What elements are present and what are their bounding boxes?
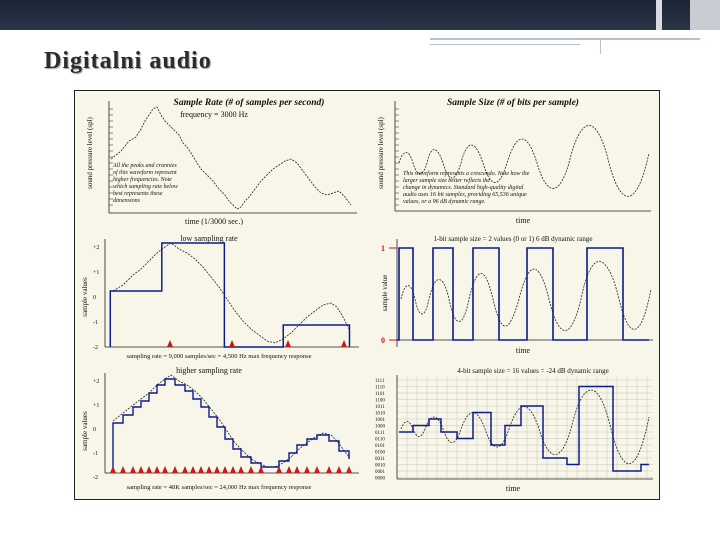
sample-point-marker (341, 340, 347, 347)
sample-point-marker (172, 466, 178, 473)
four-bit-title: 4-bit sample size = 16 values = -24 dB dynamic range (457, 367, 609, 375)
sample-rate-note-line: dimensions (113, 198, 140, 204)
sample-rate-x-label: time (1/3000 sec.) (185, 217, 243, 225)
sample-rate-y-label: sound pressure level (spl) (86, 117, 94, 189)
four-bit-sample-steps (399, 387, 649, 472)
one-bit-x-label: time (515, 346, 531, 355)
high-rate-y-tick: -2 (93, 475, 98, 481)
sample-point-marker (248, 466, 254, 473)
sample-rate-note-line: All the peaks and crannies (113, 163, 177, 169)
sample-point-marker (229, 340, 235, 347)
four-bit-y-tick: 1111 (375, 379, 385, 384)
sample-rate-note-line: higher frequencies. Note (113, 177, 172, 183)
sample-rate-note-line: which sampling rate below (113, 184, 178, 190)
sample-size-note-line: change in dynamics. Standard high-quality digital (403, 185, 524, 191)
high-rate-y-tick: 0 (93, 427, 96, 433)
sample-rate-panel (79, 93, 361, 225)
sample-point-marker (336, 466, 342, 473)
low-rate-y-tick: +1 (93, 270, 100, 276)
sample-point-marker (230, 466, 236, 473)
one-bit-sample-steps (397, 248, 649, 340)
sample-point-marker (294, 466, 300, 473)
sample-point-marker (346, 466, 352, 473)
four-bit-y-tick: 0110 (375, 437, 385, 443)
top-bar-accent (656, 0, 662, 30)
one-bit-panel (373, 229, 657, 361)
four-bit-y-tick: 1011 (375, 405, 385, 410)
one-bit-y-tick: 1 (381, 244, 385, 253)
sample-size-note-line: audio uses 16 bit samples, providing 65,536 unique (403, 192, 527, 198)
sample-size-panel (373, 93, 657, 225)
one-bit-y-label: sample value (381, 274, 389, 312)
high-rate-caption: sampling rate = 48K samples/sec = 24,000 Hz max frequency response (126, 484, 312, 491)
sample-size-note (403, 170, 531, 205)
sample-size-note-line: larger sample size better reflects the (403, 178, 491, 184)
sample-point-marker (314, 466, 320, 473)
low-rate-caption: sampling rate = 9,000 samples/sec = 4,500 Hz max frequency response (126, 353, 312, 360)
sample-rate-note (112, 163, 179, 204)
sample-point-marker (154, 466, 160, 473)
four-bit-x-label: time (505, 484, 521, 493)
sample-rate-note-line: of this waveform represent (113, 170, 177, 176)
four-bit-y-tick: 1101 (375, 392, 385, 397)
sample-point-marker (214, 466, 220, 473)
sample-point-marker (146, 466, 152, 473)
sample-size-note-line: This waveform represents a crescendo. Note how the (403, 171, 530, 177)
sample-size-title: Sample Size (# of bits per sample) (447, 98, 579, 108)
sample-point-marker (222, 466, 228, 473)
four-bit-y-tick: 0111 (375, 431, 385, 436)
sample-point-marker (198, 466, 204, 473)
sample-point-marker (206, 466, 212, 473)
one-bit-title: 1-bit sample size = 2 values (0 or 1) 6 dB dynamic range (433, 235, 593, 243)
high-rate-sample-steps (113, 379, 349, 473)
low-rate-panel (79, 229, 361, 361)
sample-size-y-ticks (395, 109, 399, 205)
high-rate-panel (79, 363, 361, 497)
digital-audio-figure (74, 90, 660, 500)
sample-point-marker (285, 340, 291, 347)
high-rate-waveform (113, 375, 349, 467)
high-rate-y-tick: -1 (93, 451, 98, 457)
sample-point-marker (304, 466, 310, 473)
sample-point-marker (138, 466, 144, 473)
sample-point-marker (238, 466, 244, 473)
sample-rate-note-line: best represents these (113, 191, 163, 197)
slide-title: Digitalni audio (44, 48, 212, 74)
sample-rate-frequency: frequency = 3000 Hz (180, 110, 248, 119)
high-rate-y-label: sample values (81, 411, 89, 451)
four-bit-waveform (401, 390, 649, 464)
low-rate-y-tick: -2 (93, 345, 98, 351)
sample-size-y-label: sound pressure level (spl) (377, 117, 385, 189)
sample-point-marker (182, 466, 188, 473)
four-bit-y-tick: 1100 (375, 398, 385, 404)
sample-size-x-label: time (515, 216, 531, 225)
sample-rate-title: Sample Rate (# of samples per second) (173, 98, 325, 108)
high-rate-y-tick: +1 (93, 403, 100, 409)
low-rate-y-label: sample values (81, 277, 89, 317)
four-bit-y-tick: 1010 (375, 411, 385, 417)
sample-point-marker (120, 466, 126, 473)
sample-point-marker (326, 466, 332, 473)
sample-point-marker (167, 340, 173, 347)
four-bit-y-tick: 0001 (375, 470, 385, 475)
sample-point-marker (162, 466, 168, 473)
decor-line (600, 40, 601, 54)
four-bit-y-tick: 1000 (375, 424, 385, 430)
sample-point-marker (286, 466, 292, 473)
sample-point-marker (130, 466, 136, 473)
one-bit-y-tick: 0 (381, 336, 385, 345)
low-rate-y-tick: 0 (93, 295, 96, 301)
four-bit-y-tick: 1001 (375, 418, 385, 423)
high-rate-y-tick: +2 (93, 379, 100, 385)
low-rate-y-tick: +2 (93, 245, 100, 251)
sample-size-note-line: values, or a 96 dB dynamic range. (403, 199, 486, 205)
sample-point-marker (190, 466, 196, 473)
four-bit-grid (397, 377, 653, 479)
decor-line (430, 44, 580, 45)
high-rate-sample-markers (110, 466, 352, 473)
top-bar (0, 0, 720, 30)
four-bit-y-tick: 0010 (375, 463, 385, 469)
top-bar-corner (690, 0, 720, 30)
decor-line (430, 38, 700, 40)
four-bit-y-tick: 1110 (375, 385, 385, 391)
four-bit-y-tick: 0000 (375, 476, 385, 482)
four-bit-panel (373, 363, 657, 497)
low-rate-title: low sampling rate (180, 234, 238, 243)
four-bit-y-tick: 0101 (375, 444, 385, 449)
low-rate-y-tick: -1 (93, 320, 98, 326)
four-bit-y-tick: 0100 (375, 450, 385, 456)
sample-point-marker (110, 466, 116, 473)
high-rate-title: higher sampling rate (176, 366, 242, 375)
low-rate-sample-steps (110, 243, 349, 347)
four-bit-y-ticks (375, 379, 386, 482)
low-rate-waveform (113, 243, 349, 343)
one-bit-waveform (401, 262, 651, 331)
four-bit-y-tick: 0011 (375, 457, 385, 462)
